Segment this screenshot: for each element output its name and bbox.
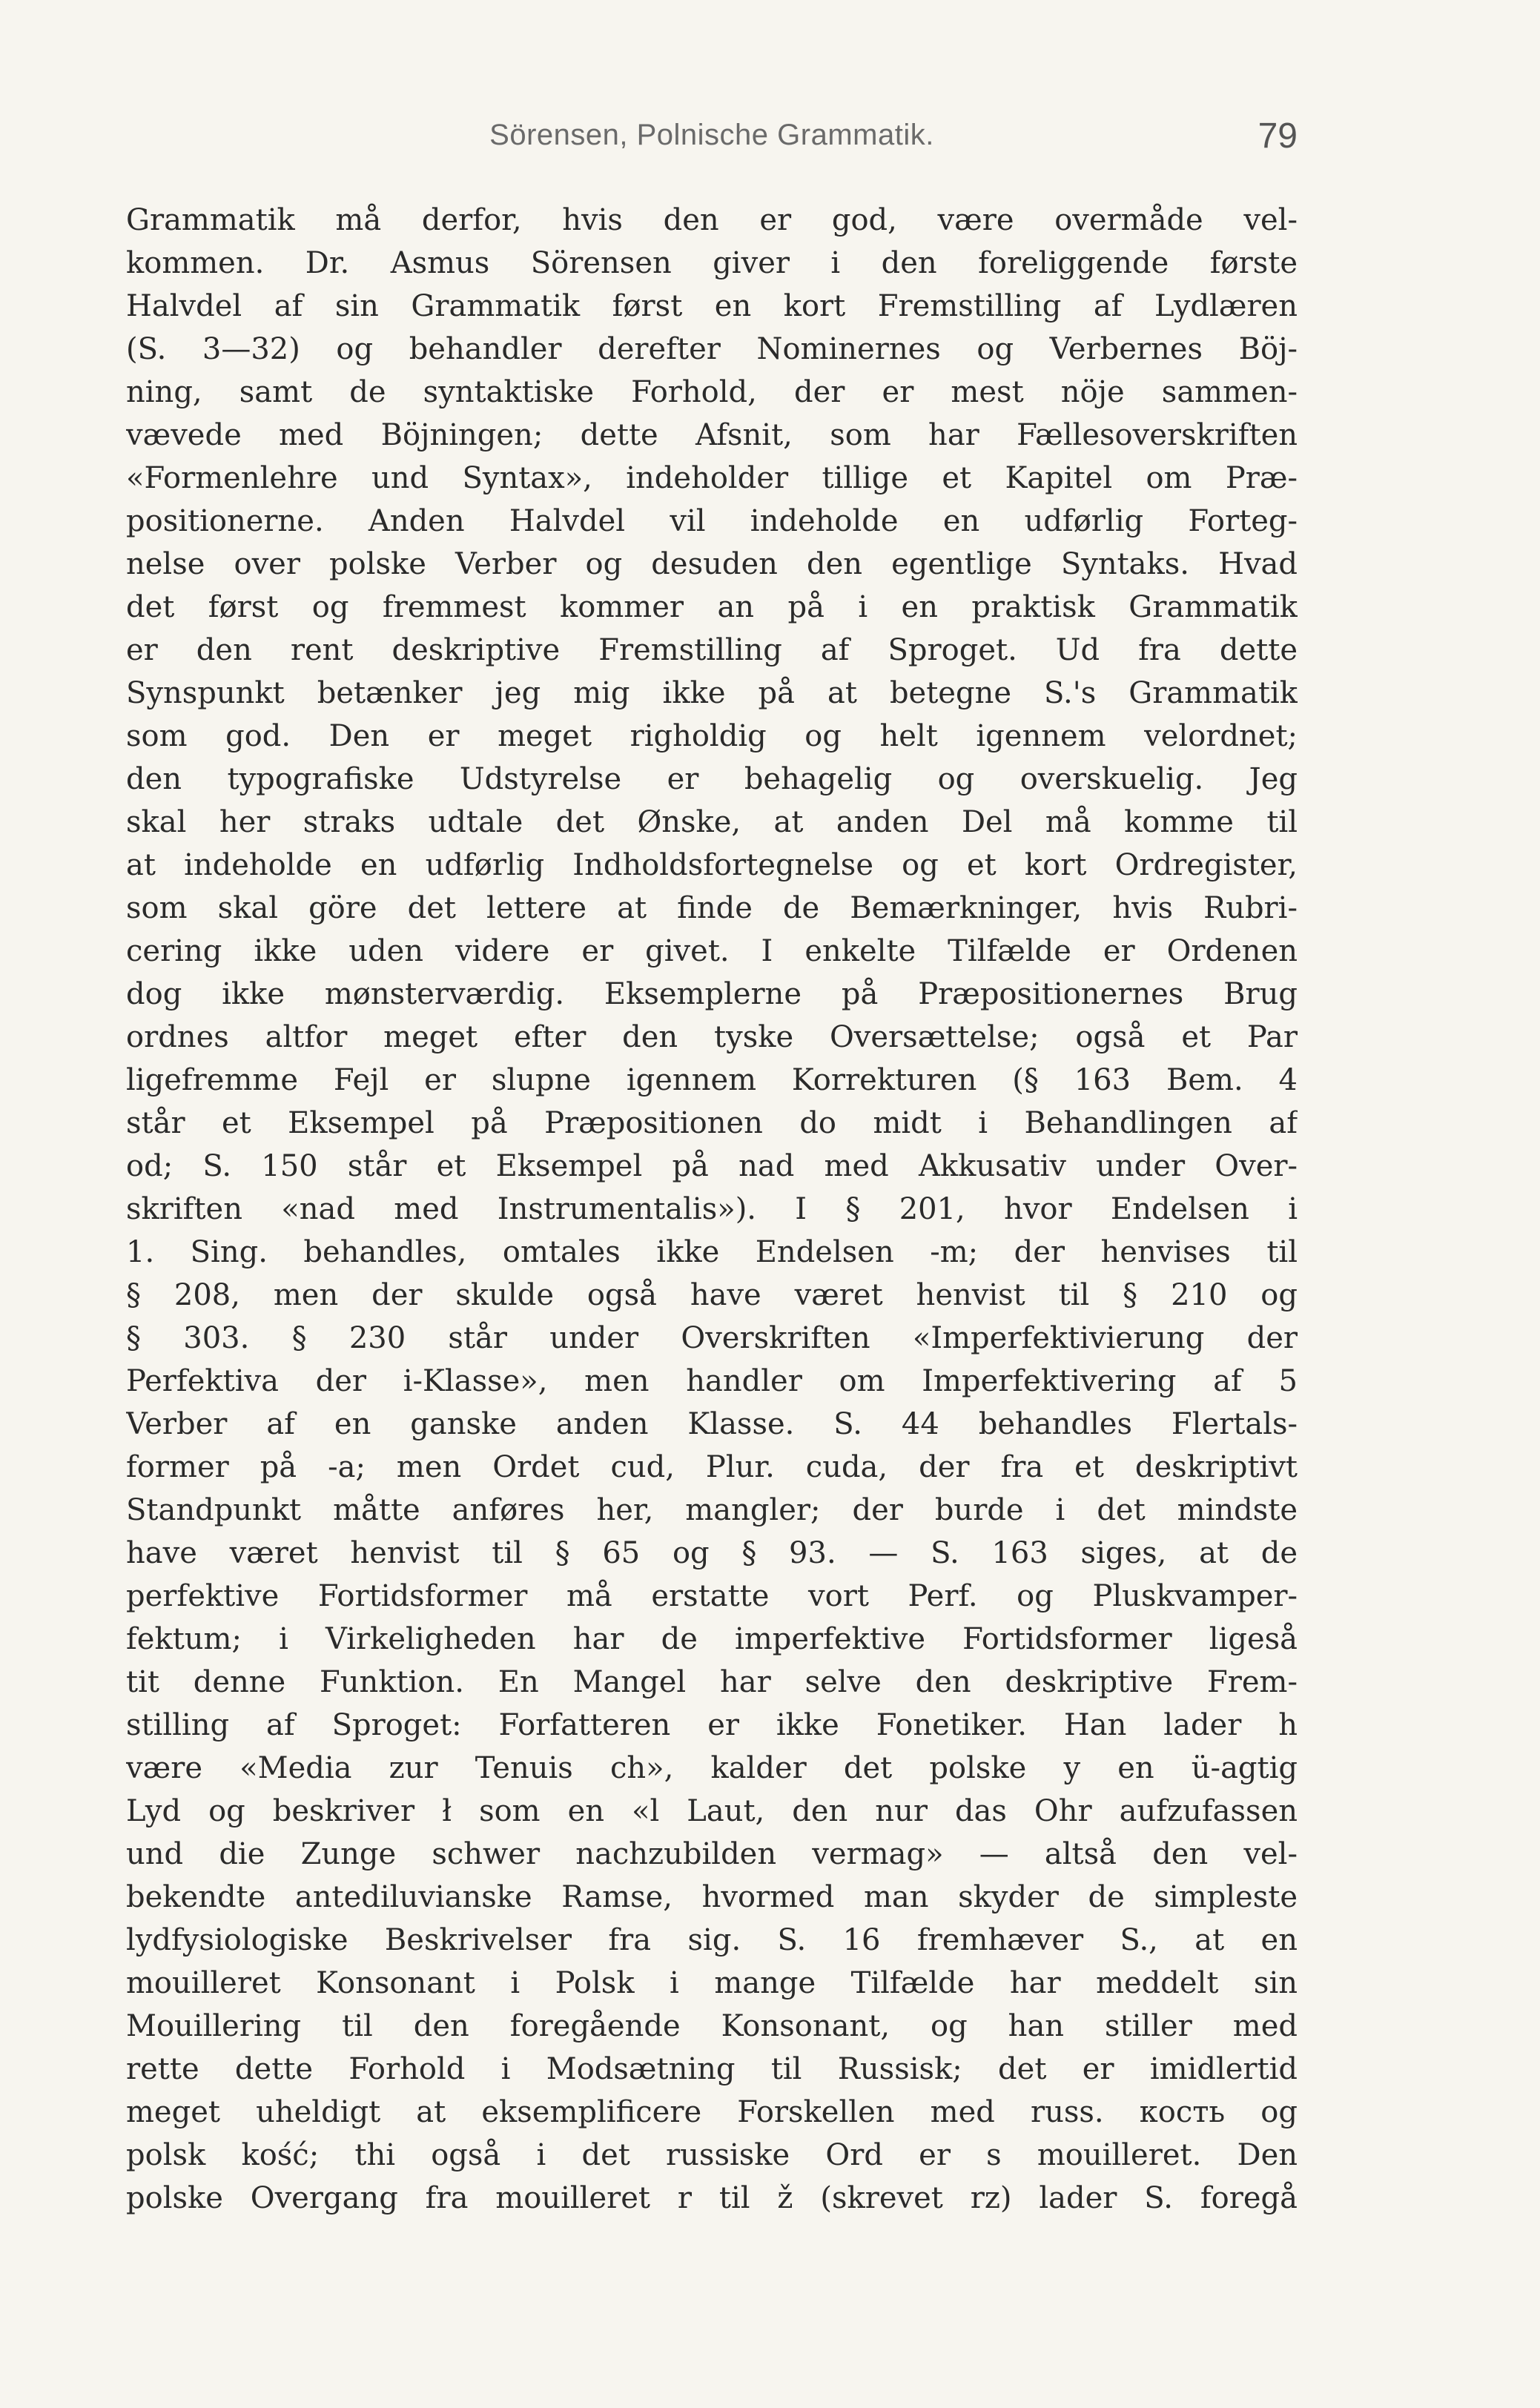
text-line: have været henvist til § 65 og § 93. — S. 163 siges, at de	[126, 1536, 1298, 1570]
text-line: Synspunkt betænker jeg mig ikke på at betegne S.'s Grammatik	[126, 676, 1298, 710]
text-line: Standpunkt måtte anføres her, mangler; der burde i det mindste	[126, 1493, 1298, 1527]
text-line: ligefremme Fejl er slupne igennem Korrekturen (§ 163 Bem. 4	[126, 1063, 1298, 1097]
text-line: stilling af Sproget: Forfatteren er ikke Fonetiker. Han lader h	[126, 1708, 1298, 1742]
text-line: nelse over polske Verber og desuden den egentlige Syntaks. Hvad	[126, 547, 1298, 581]
text-line: at indeholde en udførlig Indholdsfortegnelse og et kort Ordregister,	[126, 848, 1298, 882]
text-line: ning, samt de syntaktiske Forhold, der er mest nöje sammen-	[126, 375, 1298, 409]
text-line: Halvdel af sin Grammatik først en kort Fremstilling af Lydlæren	[126, 289, 1298, 323]
text-line: skal her straks udtale det Ønske, at anden Del må komme til	[126, 805, 1298, 839]
text-line: skriften «nad med Instrumentalis»). I § 201, hvor Endelsen i	[126, 1192, 1298, 1226]
text-line: Grammatik må derfor, hvis den er god, være overmåde vel-	[126, 203, 1298, 237]
text-line: § 303. § 230 står under Overskriften «Imperfektivierung der	[126, 1321, 1298, 1355]
text-line: cering ikke uden videre er givet. I enkelte Tilfælde er Ordenen	[126, 934, 1298, 968]
text-line: perfektive Fortidsformer må erstatte vort Perf. og Pluskvamper-	[126, 1579, 1298, 1613]
text-line: und die Zunge schwer nachzubilden vermag» — altså den vel-	[126, 1837, 1298, 1871]
text-line: § 208, men der skulde også have været henvist til § 210 og	[126, 1278, 1298, 1312]
text-line: Lyd og beskriver ł som en «l Laut, den nur das Ohr aufzufassen	[126, 1794, 1298, 1828]
page-number: 79	[1258, 116, 1298, 156]
text-line: 1. Sing. behandles, omtales ikke Endelsen -m; der henvises til	[126, 1235, 1298, 1269]
text-line: står et Eksempel på Præpositionen do midt i Behandlingen af	[126, 1106, 1298, 1140]
text-line: vævede med Böjningen; dette Afsnit, som har Fællesoverskriften	[126, 418, 1298, 452]
body-text	[126, 199, 1298, 2220]
text-line: tit denne Funktion. En Mangel har selve den deskriptive Frem-	[126, 1665, 1298, 1699]
text-line: dog ikke mønsterværdig. Eksemplerne på Præpositionernes Brug	[126, 977, 1298, 1011]
text-line: være «Media zur Tenuis ch», kalder det polske y en ü-agtig	[126, 1751, 1298, 1785]
text-line: fektum; i Virkeligheden har de imperfektive Fortidsformer ligeså	[126, 1622, 1298, 1656]
text-line: rette dette Forhold i Modsætning til Russisk; det er imidlertid	[126, 2052, 1298, 2086]
text-line: former på -a; men Ordet cud, Plur. cuda, der fra et deskriptivt	[126, 1450, 1298, 1484]
text-line: det først og fremmest kommer an på i en praktisk Grammatik	[126, 590, 1298, 624]
text-line: Perfektiva der i-Klasse», men handler om Imperfektivering af 5	[126, 1364, 1298, 1398]
text-line: od; S. 150 står et Eksempel på nad med Akkusativ under Over-	[126, 1149, 1298, 1183]
text-line: den typografiske Udstyrelse er behagelig og overskuelig. Jeg	[126, 762, 1298, 796]
running-head	[126, 116, 1298, 163]
text-line: lydfysiologiske Beskrivelser fra sig. S. 16 fremhæver S., at en	[126, 1923, 1298, 1957]
text-line: (S. 3—32) og behandler derefter Nominernes og Verbernes Böj-	[126, 332, 1298, 366]
text-line: mouilleret Konsonant i Polsk i mange Tilfælde har meddelt sin	[126, 1966, 1298, 2000]
text-line: som skal göre det lettere at finde de Bemærkninger, hvis Rubri-	[126, 891, 1298, 925]
text-line: «Formenlehre und Syntax», indeholder tillige et Kapitel om Præ-	[126, 461, 1298, 495]
text-line: polske Overgang fra mouilleret r til ž (skrevet rz) lader S. foregå	[126, 2181, 1298, 2215]
text-line: er den rent deskriptive Fremstilling af Sproget. Ud fra dette	[126, 633, 1298, 667]
text-line: kommen. Dr. Asmus Sörensen giver i den foreliggende første	[126, 246, 1298, 280]
running-head-title: Sörensen, Polnische Grammatik.	[489, 119, 934, 151]
text-line: Mouillering til den foregående Konsonant, og han stiller med	[126, 2009, 1298, 2043]
text-line: meget uheldigt at eksemplificere Forskellen med russ. кость og	[126, 2095, 1298, 2129]
text-line: Verber af en ganske anden Klasse. S. 44 behandles Flertals-	[126, 1407, 1298, 1441]
text-line: som god. Den er meget righoldig og helt igennem velordnet;	[126, 719, 1298, 753]
text-line: ordnes altfor meget efter den tyske Oversættelse; også et Par	[126, 1020, 1298, 1054]
text-line: bekendte antediluvianske Ramse, hvormed man skyder de simpleste	[126, 1880, 1298, 1914]
text-line: polsk kość; thi også i det russiske Ord er s mouilleret. Den	[126, 2138, 1298, 2172]
text-line: positionerne. Anden Halvdel vil indeholde en udførlig Forteg-	[126, 504, 1298, 538]
